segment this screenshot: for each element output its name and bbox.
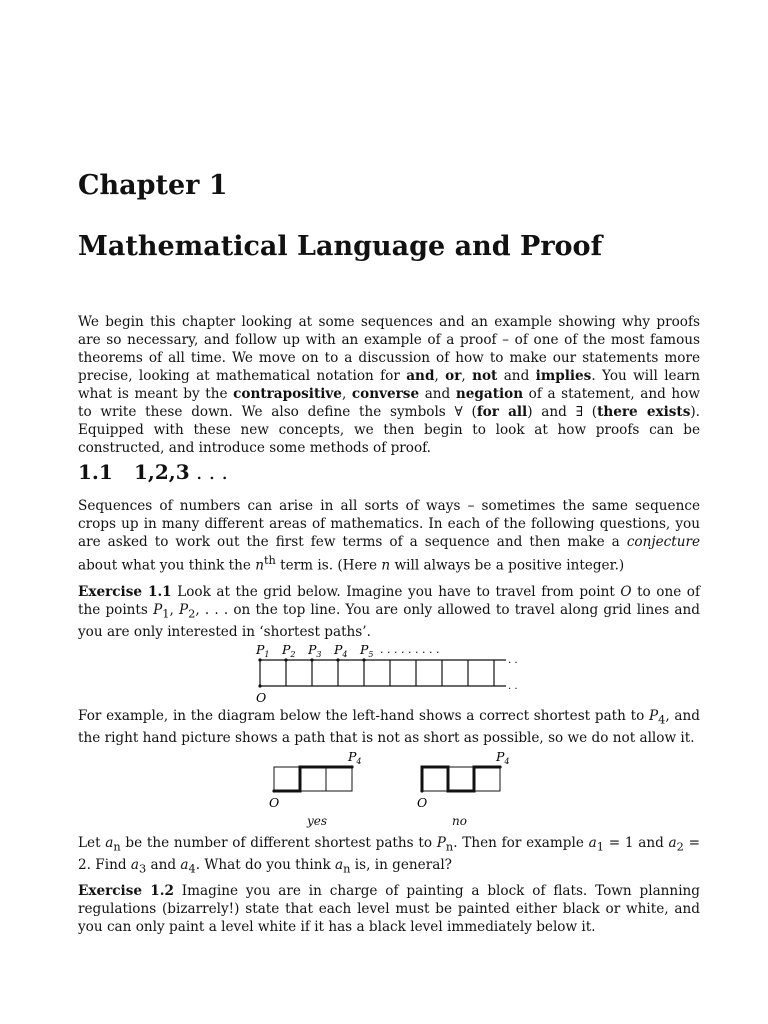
point-label-p2: $P_2$ — [282, 642, 296, 659]
point-label-p4: $P_4$ — [496, 749, 510, 766]
origin-label: O — [417, 795, 428, 810]
text: ) and ∃ ( — [527, 404, 598, 420]
chapter-title: Mathematical Language and Proof — [78, 231, 603, 262]
example-paragraph — [78, 707, 700, 747]
text: , . . . on the top line. You are only allowed to travel along grid lines and you are only interested in ‘shortest paths’. — [78, 602, 700, 640]
caption-no: no — [452, 814, 467, 828]
term-not: not — [472, 368, 498, 384]
section-number: 1.1 — [78, 460, 113, 484]
term-for-all: for all — [476, 404, 528, 420]
point-label-p4: $P_4$ — [348, 749, 362, 766]
origin-label: O — [256, 690, 267, 705]
text: Look at the grid below. Imagine you have to travel from point — [171, 584, 621, 600]
term-converse: converse — [351, 386, 420, 402]
math-P: P — [649, 708, 659, 724]
math-P: P — [436, 835, 446, 851]
section-title: 1,2,3 — [134, 460, 190, 484]
text: For example, in the diagram below the left-hand shows a correct shortest path to — [78, 708, 649, 724]
text: , — [434, 368, 446, 384]
subscript: 3 — [138, 861, 147, 876]
text: , — [169, 602, 179, 618]
text: , — [341, 386, 352, 402]
sequences-paragraph — [78, 497, 700, 575]
grid-yes-diagram — [262, 747, 362, 811]
grid-lines — [422, 767, 500, 791]
point-label-p1: $P_1$ — [256, 642, 270, 659]
point-label-p3: $P_3$ — [308, 642, 322, 659]
path-line — [422, 767, 500, 791]
math-a: a — [105, 835, 114, 851]
math-n: n — [255, 557, 264, 574]
point-label-p5: $P_5$ — [360, 642, 374, 659]
math-P: P — [178, 602, 189, 618]
section-dots: . . . — [189, 460, 228, 484]
text: about what you think the — [78, 557, 256, 574]
math-a: a — [668, 835, 677, 851]
subscript: n — [113, 839, 121, 854]
text: . Then for example — [453, 835, 589, 851]
grid-continuation: . . — [508, 655, 518, 666]
grid-diagram — [250, 638, 530, 704]
math-O: O — [620, 584, 632, 600]
text: of a statement, and how to write these down. We also define the symbols ∀ ( — [78, 386, 700, 420]
term-and: and — [406, 368, 435, 384]
term-implies: implies — [535, 368, 592, 384]
grid-continuation: . . — [508, 681, 518, 692]
math-n: n — [381, 557, 391, 574]
exercise-label: Exercise 1.1 — [78, 584, 172, 600]
subscript: 1 — [162, 606, 170, 621]
term-negation: negation — [455, 386, 524, 402]
let-paragraph — [78, 834, 700, 877]
exercise-1-1 — [78, 583, 700, 641]
intro-paragraph — [78, 313, 700, 457]
text: Find — [90, 856, 131, 873]
exercise-label: Exercise 1.2 — [78, 883, 174, 899]
subscript: n — [343, 861, 351, 876]
grid-points — [272, 765, 353, 792]
grid-lines — [260, 660, 506, 686]
subscript: 4 — [188, 861, 196, 876]
term-there-exists: there exists — [597, 404, 691, 420]
subscript: n — [445, 839, 454, 854]
grid-points — [420, 765, 501, 792]
math-a: a — [180, 856, 189, 873]
text: term is. (Here — [275, 557, 382, 574]
math-P: P — [153, 602, 163, 618]
subscript: 1 — [596, 839, 604, 854]
text: and — [146, 856, 181, 873]
caption-yes: yes — [307, 814, 328, 828]
term-contrapositive: contrapositive — [233, 386, 342, 402]
math-a: a — [335, 856, 344, 873]
text: ). Equipped with these new concepts, we then begin to look at how proofs can be constructed, and introduce some methods of proof. — [78, 404, 700, 456]
text: and — [419, 386, 456, 402]
term-or: or — [445, 368, 462, 384]
point-label-p4: $P_4$ — [334, 642, 348, 659]
text: , — [461, 368, 473, 384]
text: be the number of different shortest paths to — [120, 835, 437, 851]
text: and — [497, 368, 536, 384]
math-a: a — [588, 835, 597, 851]
subscript: 2 — [188, 606, 196, 621]
term-conjecture: conjecture — [626, 534, 700, 550]
text: We begin this chapter looking at some sequences and an example showing why proofs are so necessary, and follow up with an example of a proof – of one of the most famous theorems of all time. We move on to a discussion of how to make our statements more precise, looking at mathematical notation for — [78, 314, 700, 384]
text: Let — [78, 835, 106, 851]
text: will always be a positive integer.) — [390, 557, 625, 574]
text: . You will learn what is meant by the — [78, 368, 700, 402]
text: is, in general? — [350, 856, 452, 873]
superscript-th: th — [263, 553, 276, 567]
path-line — [274, 767, 352, 791]
label-dots: . . . . . . . . . — [380, 643, 440, 656]
math-a: a — [130, 856, 139, 873]
text: = 2. — [78, 835, 700, 873]
text: = 1 and — [603, 835, 669, 851]
exercise-1-2 — [78, 882, 700, 936]
origin-label: O — [269, 795, 280, 810]
text: , and the right hand picture shows a path that is not as short as possible, so we do not allow it. — [78, 708, 700, 746]
grid-lines — [274, 767, 352, 791]
section-heading — [78, 460, 228, 484]
subscript: 4 — [658, 712, 666, 727]
text: . What do you think — [195, 856, 336, 873]
text: Sequences of numbers can arise in all sorts of ways – sometimes the same sequence crops up in many different areas of mathematics. In each of the following questions, you are asked to work out the first few terms of a sequence and then make a — [78, 498, 700, 550]
text: to one of the points — [78, 584, 701, 618]
grid-no-diagram — [408, 747, 508, 811]
chapter-label: Chapter 1 — [78, 170, 228, 201]
text: Imagine you are in charge of painting a block of flats. Town planning regulations (bizarrely!) state that each level must be painted either black or white, and you can only paint a level white if it has a black level immediately below it. — [78, 883, 700, 935]
subscript: 2 — [676, 839, 684, 854]
